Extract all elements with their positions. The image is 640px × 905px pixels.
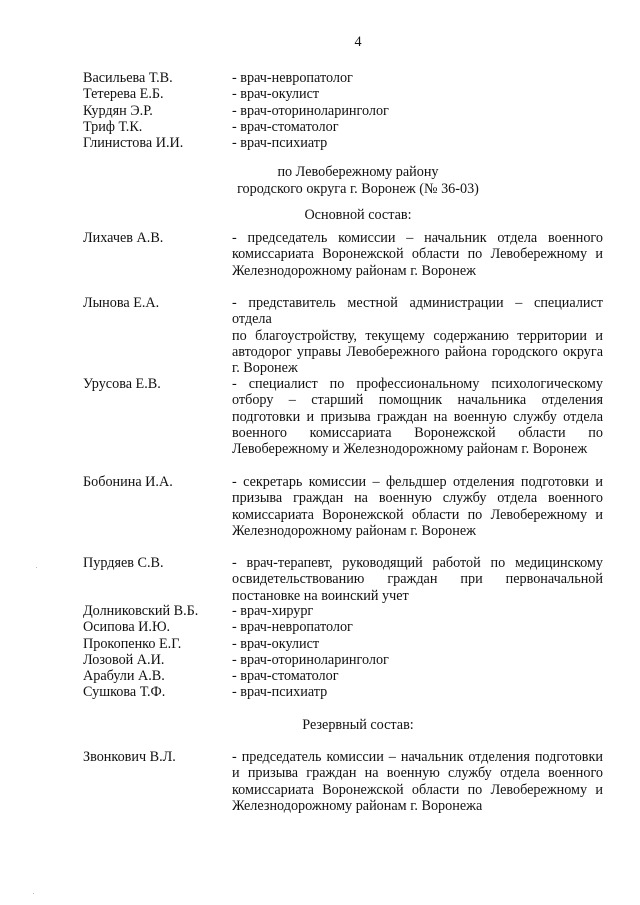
district-heading-line2: городского округа г. Воронеж (№ 36-03) [237, 181, 479, 197]
list-item [83, 70, 603, 86]
doctors-top-list [83, 70, 603, 151]
list-item [83, 603, 603, 619]
reserve-composition-heading: Резервный состав: [302, 717, 414, 733]
member-name: Бобонина И.А. [83, 474, 173, 490]
member-role: - врач-окулист [232, 86, 320, 103]
member-role: - врач-окулист [232, 635, 320, 652]
member-name: Звонкович В.Л. [83, 749, 176, 765]
member-name: Пурдяев С.В. [83, 555, 164, 571]
member-role: - врач-невропатолог [232, 619, 353, 636]
member-name: Лынова Е.А. [83, 295, 160, 311]
list-item [83, 119, 603, 135]
member-entry [83, 230, 603, 279]
list-item [83, 86, 603, 102]
member-role: - специалист по профессиональному психологическому отбору – старший помощник начальника отделения подготовки и призыва граждан на военную службу отдела военного комиссариата Воронежской области по Левобережному и Железнодорожному районам г. Воронеж [232, 376, 603, 458]
member-role: - врач-хирург [232, 603, 314, 619]
list-item [83, 619, 603, 635]
member-role: - врач-психиатр [232, 135, 328, 152]
member-name: Триф Т.К. [83, 118, 143, 135]
scan-speck [36, 567, 37, 568]
member-role: - врач-оториноларинголог [232, 651, 389, 668]
member-name: Арабули А.В. [83, 668, 165, 685]
member-name: Курдян Э.Р. [83, 102, 153, 119]
list-item [83, 636, 603, 652]
scan-speck [33, 893, 34, 894]
member-name: Сушкова Т.Ф. [83, 684, 166, 701]
member-name: Осипова И.Ю. [83, 619, 171, 636]
member-role: - врач-стоматолог [232, 668, 339, 685]
member-name: Глинистова И.И. [83, 135, 184, 152]
main-composition-heading: Основной состав: [304, 207, 412, 223]
member-entry [83, 555, 603, 604]
list-item [83, 135, 603, 151]
member-name: Лозовой А.И. [83, 651, 165, 668]
member-name: Лихачев А.В. [83, 230, 164, 246]
member-name: Урусова Е.В. [83, 376, 161, 392]
list-item [83, 103, 603, 119]
member-name: Тетерева Е.Б. [83, 86, 164, 103]
member-role: - председатель комиссии – начальник отделения подготовки и призыва граждан на военную службу отдела военного комиссариата Воронежской области по Левобережному и Железнодорожному районам г. Воронежа [232, 749, 603, 814]
member-name: Долниковский В.Б. [83, 603, 199, 619]
member-role: - председатель комиссии – начальник отдела военного комиссариата Воронежской области по Левобережному и Железнодорожному районам г. Воронеж [232, 230, 603, 279]
member-entry [83, 474, 603, 539]
member-entry [83, 295, 603, 376]
list-item [83, 652, 603, 668]
member-role: - врач-терапевт, руководящий работой по медицинскому освидетельствованию граждан при первоначальной постановке на воинский учет [232, 555, 603, 604]
member-name: Прокопенко Е.Г. [83, 635, 182, 652]
member-role: - врач-оториноларинголог [232, 102, 389, 119]
list-item [83, 668, 603, 684]
page-number: 4 [354, 34, 362, 50]
member-role: - врач-психиатр [232, 684, 328, 701]
list-item [83, 684, 603, 700]
member-entry [83, 376, 603, 457]
member-role: - секретарь комиссии – фельдшер отделения подготовки и призыва граждан на военную службу отдела военного комиссариата Воронежской области по Левобережному и Железнодорожному районам г. Воронеж [232, 474, 603, 539]
member-name: Васильева Т.В. [83, 70, 173, 86]
district-heading-line1: по Левобережному району [277, 164, 439, 180]
member-role: - врач-стоматолог [232, 118, 339, 135]
member-role: - представитель местной администрации – специалист отдела по благоустройству, текущему содержанию территории и автодорог управы Левобережного района городского округа г. Воронеж [232, 295, 603, 377]
doctors-main-list [83, 603, 603, 701]
member-role: - врач-невропатолог [232, 70, 353, 86]
member-entry [83, 749, 603, 814]
